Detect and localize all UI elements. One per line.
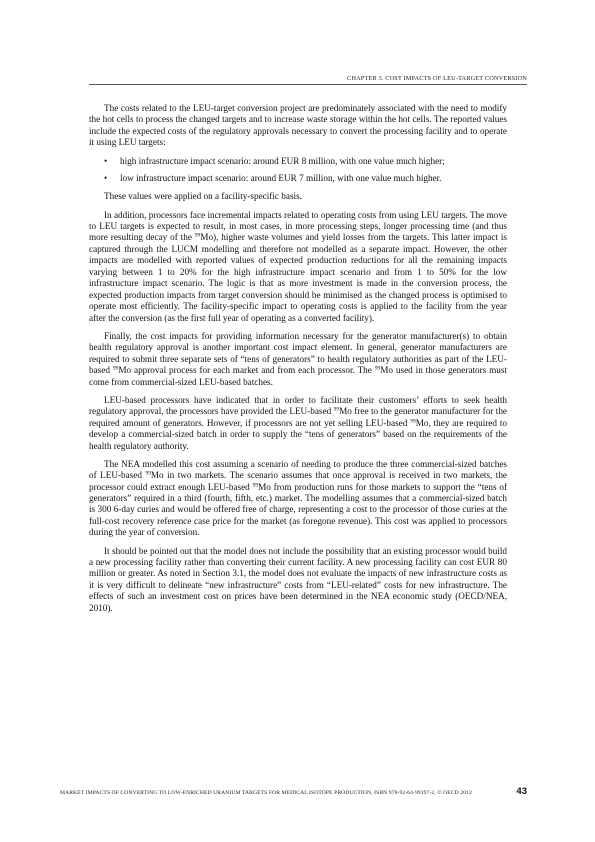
body-text — [89, 103, 507, 621]
paragraph: In addition, processors face incremental impacts related to operating costs from using LEU targets. The move to LEU targets is expected to result, in most cases, in more processing steps, longer processing time (and thus more resulting decay of the $^{99}$Mo), higher waste volumes and yield losses from the targets. This latter impact is captured through the LUCM modelling and therefore not modelled as a separate impact. However, the other impacts are modelled with reported values of expected production reductions for all the remaining impacts varying between 1 to 20% for the high infrastructure impact scenario and from 1 to 50% for the low infrastructure impact scenario. The logic is that as more investment is made in the conversion process, the expected production impacts from target conversion should be minimised as the changed process is optimised to operate most efficiently. The facility-specific impact to operating costs is applied to the facility from the year after the conversion (as the first full year of operating as a converted facility). — [89, 209, 507, 323]
paragraph: The costs related to the LEU-target conversion project are predominately associated with the need to modify the hot cells to process the changed targets and to increase waste storage within the hot cells. The reported values include the expected costs of the regulatory approvals necessary to convert the processing facility and to operate it using LEU targets: — [89, 103, 507, 148]
bullet-icon: • — [104, 173, 108, 184]
paragraph: The NEA modelled this cost assuming a scenario of needing to produce the three commercial-sized batches of LEU-based $^{99}$Mo in two markets. The scenario assumes that once approval is received in two markets, the processor could extract enough LEU-based $^{99}$Mo from production runs for those markets to support the “tens of generators” required in a third (fourth, fifth, etc.) market. The modelling assumes that a commercial-sized batch is 300 6-day curies and would be offered free of charge, representing a cost to the processor of those curies at the full-cost recovery reference case price for the market (as foregone revenue). This cost was applied to processors during the year of conversion. — [89, 458, 508, 538]
list-item: • high infrastructure impact scenario: around EUR 8 million, with one value much higher; — [104, 155, 445, 166]
bullet-icon: • — [104, 155, 108, 166]
page-number: 43 — [516, 786, 527, 797]
bullet-list — [89, 156, 507, 185]
running-header: CHAPTER 3. COST IMPACTS OF LEU-TARGET CONVERSION — [89, 75, 527, 85]
page-footer — [60, 786, 527, 797]
list-item: • low infrastructure impact scenario: around EUR 7 million, with one value much higher. — [104, 173, 442, 184]
paragraph: These values were applied on a facility-specific basis. — [104, 191, 302, 202]
paragraph: Finally, the cost impacts for providing information necessary for the generator manufacturer(s) to obtain health regulatory approval is another important cost impact element. In general, generator manufacturers are required to submit three separate sets of “tens of generators” to health regulatory authorities as part of the LEU-based $^{99}$Mo approval process for each market and from each processor. The $^{99}$Mo used in those generators must come from commercial-sized LEU-based batches. — [89, 330, 507, 387]
paragraph: LEU-based processors have indicated that in order to facilitate their customers’ efforts to seek health regulatory approval, the processors have provided the LEU-based $^{99}$Mo free to the generator manufacturer for the required amount of generators. However, if processors are not yet selling LEU-based $^{99}$Mo, they are required to develop a commercial-sized batch in order to supply the “tens of generators” based on the requirements of the health regulatory authority. — [89, 394, 507, 451]
publication-line: MARKET IMPACTS OF CONVERTING TO LOW-ENRICHED URANIUM TARGETS FOR MEDICAL ISOTOPE PRODUCTION, ISBN 978-92-64-99197-2, © OECD 2012 — [60, 790, 472, 796]
paragraph: It should be pointed out that the model does not include the possibility that an existing processor would build a new processing facility rather than converting their current facility. A new processing facility can cost EUR 80 million or greater. As noted in Section 3.1, the model does not evaluate the impacts of new infrastructure costs as it is very difficult to delineate “new infrastructure” costs from “LEU-related” costs for new infrastructure. The effects of such an investment cost on prices have been determined in the NEA economic study (OECD/NEA, 2010). — [89, 545, 507, 613]
